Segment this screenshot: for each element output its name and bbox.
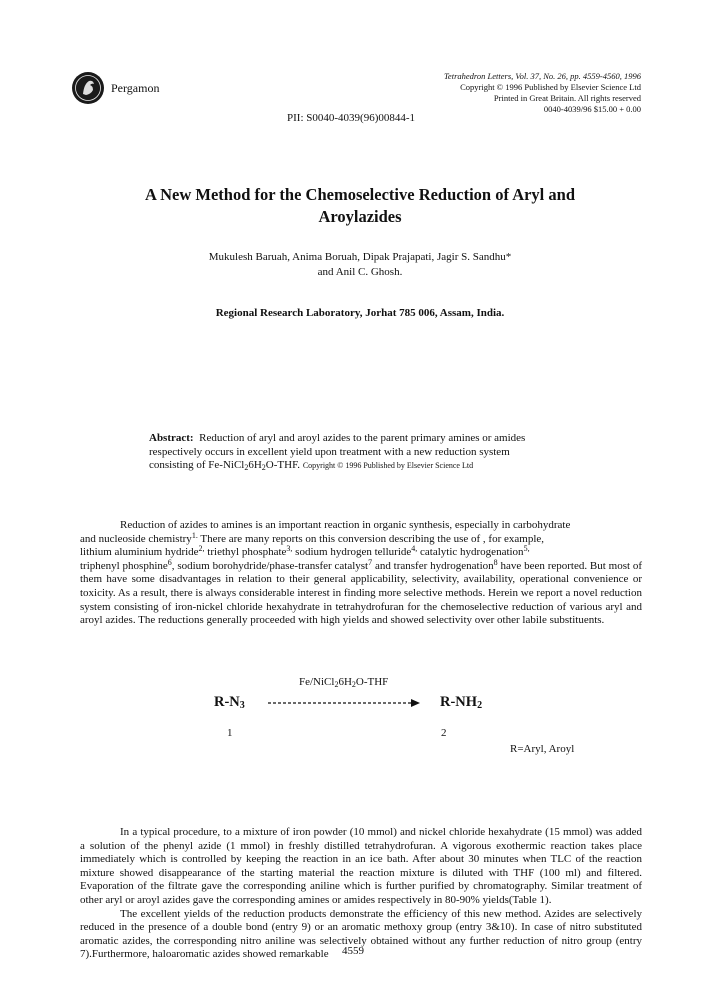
product-formula xyxy=(440,694,482,711)
reactant-formula xyxy=(214,694,245,711)
abstract-formula-sub: 2 xyxy=(261,463,266,472)
printed-line: Printed in Great Britain. All rights reserved xyxy=(493,93,641,103)
reference-8: 8 xyxy=(493,557,498,567)
title-line-2: Aroylazides xyxy=(318,207,402,226)
affiliation: Regional Research Laboratory, Jorhat 785 006, Assam, India. xyxy=(215,307,505,319)
reference-6: 6 xyxy=(167,557,172,567)
pergamon-logo xyxy=(72,72,104,104)
p1-text: , sodium borohydride/phase-transfer catalyst xyxy=(171,559,369,572)
reference-1: 1. xyxy=(191,530,198,540)
p1-text: and transfer hydrogenation xyxy=(372,559,494,572)
pii-identifier: PII: S0040-4039(96)00844-1 xyxy=(287,112,416,124)
reagent-part: O-THF xyxy=(355,676,389,688)
authors-line-1: Mukulesh Baruah, Anima Boruah, Dipak Prajapati, Jagir S. Sandhu* xyxy=(208,251,512,263)
p1-text: catalytic hydrogenation xyxy=(417,546,524,559)
p1-text: triphenyl phosphine xyxy=(80,559,168,572)
reagent-sub: 2 xyxy=(351,680,356,689)
reference-7: 7 xyxy=(368,557,373,567)
abstract-label: Abstract: xyxy=(149,432,194,444)
paper-title xyxy=(80,184,640,228)
title-line-1: A New Method for the Chemoselective Reduction of Aryl and xyxy=(144,185,575,204)
journal-info xyxy=(341,71,641,115)
reference-3: 3, xyxy=(286,544,293,554)
reference-5: 5, xyxy=(523,544,530,554)
compound-label-1: 1 xyxy=(227,727,233,739)
reagent-part: Fe/NiCl xyxy=(299,676,335,688)
p1-text: sodium hydrogen telluride xyxy=(292,546,412,559)
body-paragraph-2 xyxy=(80,826,642,962)
price-line: 0040-4039/96 $15.00 + 0.00 xyxy=(543,104,641,114)
p1-text: There are many reports on this conversion describing the use of , for example, xyxy=(197,532,545,545)
reaction-reagent xyxy=(299,676,388,688)
abstract-copyright: Copyright © 1996 Published by Elsevier Science Ltd xyxy=(302,461,474,470)
abstract-formula-part: 6H xyxy=(248,459,262,471)
author-list xyxy=(100,250,620,280)
reference-4: 4, xyxy=(411,544,418,554)
body-paragraph-1 xyxy=(80,519,642,628)
abstract xyxy=(149,432,571,473)
pergamon-emblem-icon xyxy=(72,72,104,104)
reactant-part: R-N xyxy=(214,694,240,710)
copyright-line: Copyright © 1996 Published by Elsevier Science Ltd xyxy=(460,82,641,92)
abstract-formula-part: O-THF. xyxy=(265,459,301,471)
abstract-text-1: Reduction of aryl and aroyl azides to the parent primary amines or amides xyxy=(199,432,526,444)
p1-rest: reported. But most of them have some disadvantages in relation to their general applicability, selectivity, availability, operational convenience or toxicity. As a result, there is always considerable interest in finding more selective methods. Herein we report a novel reduction system consisting of iron-nickel chloride hexahydrate in tetrahydrofuran for the chemoselective reduction of various aryl and aroyl azides. The reductions generally proceeded with high yields and showed selectivity over other labile substituents. xyxy=(80,559,643,627)
p2-text: In a typical procedure, to a mixture of iron powder (10 mmol) and nickel chloride hexahydrate (15 mmol) was added a solution of the phenyl azide (1 mmol) in freshly distilled tetrahydrofuran. A vigorous exothermic reaction takes place immediately which is controlled by keeping the reaction in an ice bath. After about 30 minutes when TLC of the reaction mixture showed disappearance of the starting material the reaction mixture is diluted with THF (100 ml) and filtered. Evaporation of the filtrate gave the corresponding aniline which is further purified by chromatography. Similar treatment of other aryl or aroyl azides gave the corresponding amines or amides respectively in 80-90% yields(Table 1). xyxy=(80,826,642,906)
reagent-sub: 2 xyxy=(334,680,339,689)
journal-citation: Tetrahedron Letters, Vol. 37, No. 26, pp. 4559-4560, 1996 xyxy=(443,71,641,81)
p1-text: and nucleoside chemistry xyxy=(80,532,192,545)
abstract-line-1 xyxy=(149,432,571,446)
abstract-line-3 xyxy=(149,459,571,473)
p1-text: have been xyxy=(497,559,545,572)
body-paragraph-3: The excellent yields of the reduction products demonstrate the efficiency of this new method. Azides are selectively reduced in the presence of a double bond (entry 9) or an aromatic methoxy group (entry 3&10). In case of nitro substituted aromatic azides, the corresponding nitro aniline was selectively obtained without any further reduction of nitro group (entry 7).Furthermore, haloaromatic azides showed remarkable xyxy=(80,907,642,961)
r-group-definition: R=Aryl, Aroyl xyxy=(510,743,575,755)
reaction-arrow-icon xyxy=(266,694,421,710)
reagent-part: 6H xyxy=(338,676,352,688)
abstract-formula-part: consisting of Fe-NiCl xyxy=(149,459,245,471)
reference-2: 2, xyxy=(198,544,205,554)
page-number: 4559 xyxy=(342,945,364,957)
p1-line-1: Reduction of azides to amines is an important reaction in organic synthesis, especially in carbohydrate xyxy=(120,519,571,531)
reactant-sub: 3 xyxy=(239,700,245,711)
p1-line-4 xyxy=(80,557,545,572)
publisher-name: Pergamon xyxy=(111,81,160,95)
p1-text: lithium aluminium hydride xyxy=(80,546,199,559)
product-sub: 2 xyxy=(477,700,483,711)
authors-line-2: and Anil C. Ghosh. xyxy=(317,266,403,278)
abstract-line-2: respectively occurs in excellent yield upon treatment with a new reduction system xyxy=(149,445,510,458)
p1-line-2 xyxy=(80,530,545,545)
abstract-formula-sub: 2 xyxy=(244,463,249,472)
product-part: R-NH xyxy=(440,694,478,710)
p1-text: triethyl phosphate xyxy=(204,546,287,559)
p1-line-3 xyxy=(80,546,530,558)
compound-label-2: 2 xyxy=(441,727,447,739)
